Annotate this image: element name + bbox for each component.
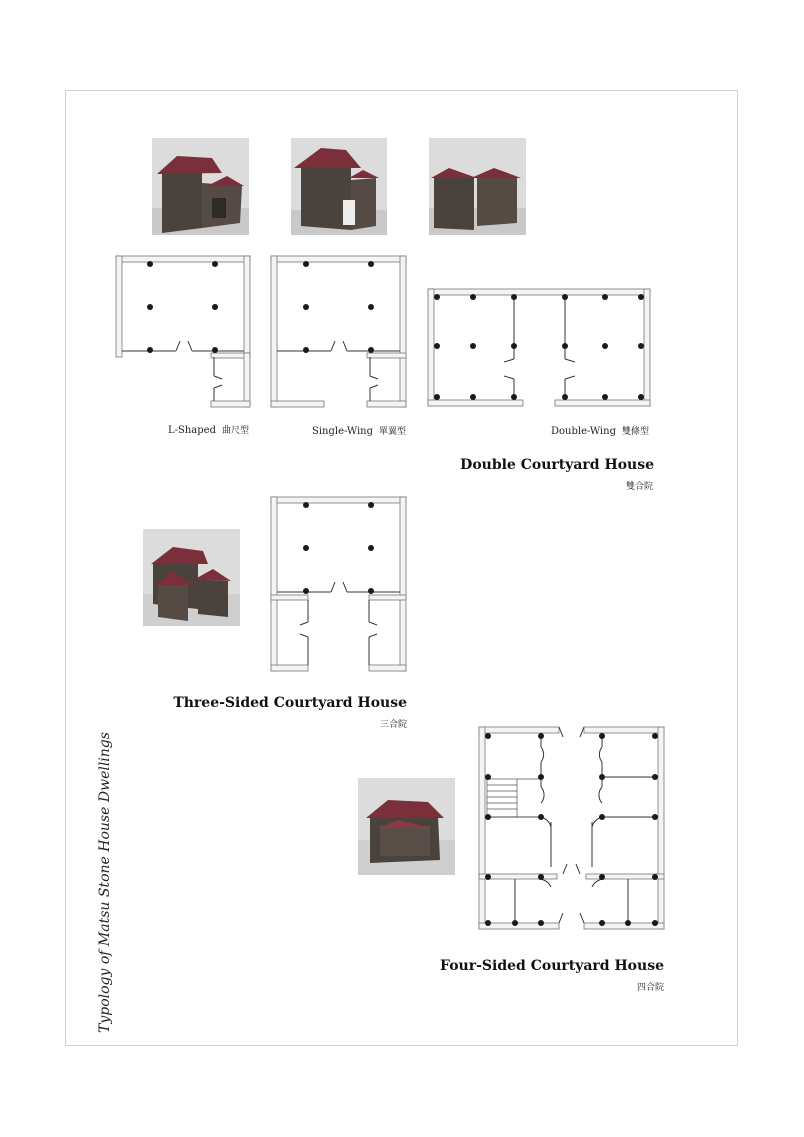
caption-l-shaped-zh: 曲尺型 bbox=[222, 426, 250, 436]
photo-double-wing-model bbox=[429, 138, 526, 235]
photo-three-sided-model bbox=[143, 529, 240, 626]
caption-double-wing bbox=[551, 424, 649, 437]
section-subtitle-double-courtyard: 雙合院 bbox=[625, 482, 653, 492]
section-subtitle-three-sided: 三合院 bbox=[379, 720, 407, 730]
page-vertical-title: Typology of Matsu Stone House Dwellings bbox=[97, 732, 113, 1033]
photo-single-wing-model bbox=[291, 138, 387, 235]
section-title-three-sided: Three-Sided Courtyard House bbox=[173, 695, 407, 711]
caption-double-wing-en: Double-Wing bbox=[551, 426, 616, 437]
plan-four-sided bbox=[479, 727, 665, 930]
caption-single-wing bbox=[312, 424, 406, 437]
plan-double-wing bbox=[428, 289, 651, 407]
plan-single-wing bbox=[271, 256, 408, 408]
plan-three-sided bbox=[271, 497, 408, 672]
plan-l-shaped bbox=[116, 256, 252, 408]
caption-l-shaped-en: L-Shaped bbox=[168, 425, 216, 436]
caption-double-wing-zh: 雙條型 bbox=[621, 427, 649, 437]
photo-four-sided-model bbox=[358, 778, 455, 875]
section-title-double-courtyard: Double Courtyard House bbox=[460, 457, 654, 473]
section-subtitle-four-sided: 四合院 bbox=[636, 983, 664, 993]
caption-l-shaped bbox=[168, 423, 249, 436]
caption-single-wing-en: Single-Wing bbox=[312, 426, 373, 437]
photo-l-shaped-model bbox=[152, 138, 249, 235]
caption-single-wing-zh: 單翼型 bbox=[378, 427, 406, 437]
section-title-four-sided: Four-Sided Courtyard House bbox=[440, 958, 664, 974]
